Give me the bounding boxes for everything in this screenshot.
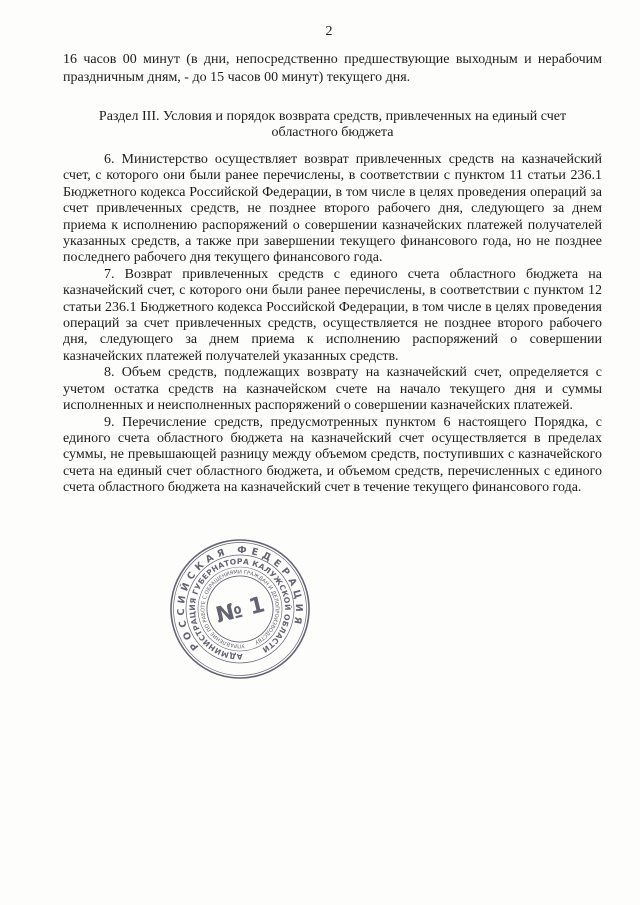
official-seal-stamp: [168, 537, 312, 681]
paragraph-9: 9. Перечисление средств, предусмотренных пунктом 6 настоящего Порядка, с единого счета областного бюджета на казначейский счет осуществляется в пределах суммы, не превышающей разницу между объемом средств, поступивших с казначейского счета на единый счет областного бюджета, и объемом средств, перечисленных с единого счета областного бюджета на казначейский счет в течение текущего финансового года.: [63, 414, 602, 496]
stamp-middle-ring-text: АДМИНИСТРАЦИЯ ГУБЕРНАТОРА КАЛУЖСКОЙ ОБЛАСТИ: [187, 556, 293, 662]
stamp-lettering: [162, 531, 314, 674]
section-heading-line: Раздел III. Условия и порядок возврата средств, привлеченных на единый счет: [98, 108, 567, 124]
section-body: [63, 152, 602, 497]
page-number: 2: [325, 24, 333, 39]
section-heading-line: областного бюджета: [271, 125, 394, 141]
paragraph-7: 7. Возврат привлеченных средств с единого счета областного бюджета на казначейский счет, с которого они были ранее перечислены, в соответствии с пунктом 12 статьи 236.1 Бюджетного кодекса Российской Федерации, в том числе в целях проведения операций за счет привлеченных средств, осуществляется не позднее второго рабочего дня, следующего за днем приема к исполнению распоряжений о совершении казначейских платежей получателей указанных средств.: [63, 266, 602, 364]
stamp-center-number: № 1: [213, 592, 268, 629]
section-heading: [63, 109, 602, 142]
continuation-paragraph: 16 часов 00 минут (в дни, непосредственно предшествующие выходным и нерабочим праздничным дням, - до 15 часов 00 минут) текущего дня.: [63, 52, 602, 85]
stamp-outer-ring-text: РОССИЙСКАЯ ФЕДЕРАЦИЯ: [175, 544, 305, 653]
paragraph-6: 6. Министерство осуществляет возврат привлеченных средств на казначейский счет, с которого они были ранее перечислены, в соответствии с пунктом 11 статьи 236.1 Бюджетного кодекса Российской Федерации, в том числе в целях проведения операций за счет привлеченных средств, не позднее второго рабочего дня, следующего за днем приема к исполнению распоряжений о совершении казначейских платежей получателей указанных средств, а также при завершении текущего финансового года, но не позднее последнего рабочего дня текущего финансового года.: [63, 152, 602, 266]
paragraph-8: 8. Объем средств, подлежащих возврату на казначейский счет, определяется с учетом остатка средств на казначейском счете на начало текущего дня и суммы исполненных и неисполненных распоряжений о совершении казначейских платежей.: [63, 365, 602, 414]
stamp-inner-ring-text: УПРАВЛЕНИЕ ПО РАБОТЕ С ОБРАЩЕНИЯМИ ГРАЖДАН И ДЕЛОПРОИЗВОДСТВУ: [200, 569, 280, 649]
